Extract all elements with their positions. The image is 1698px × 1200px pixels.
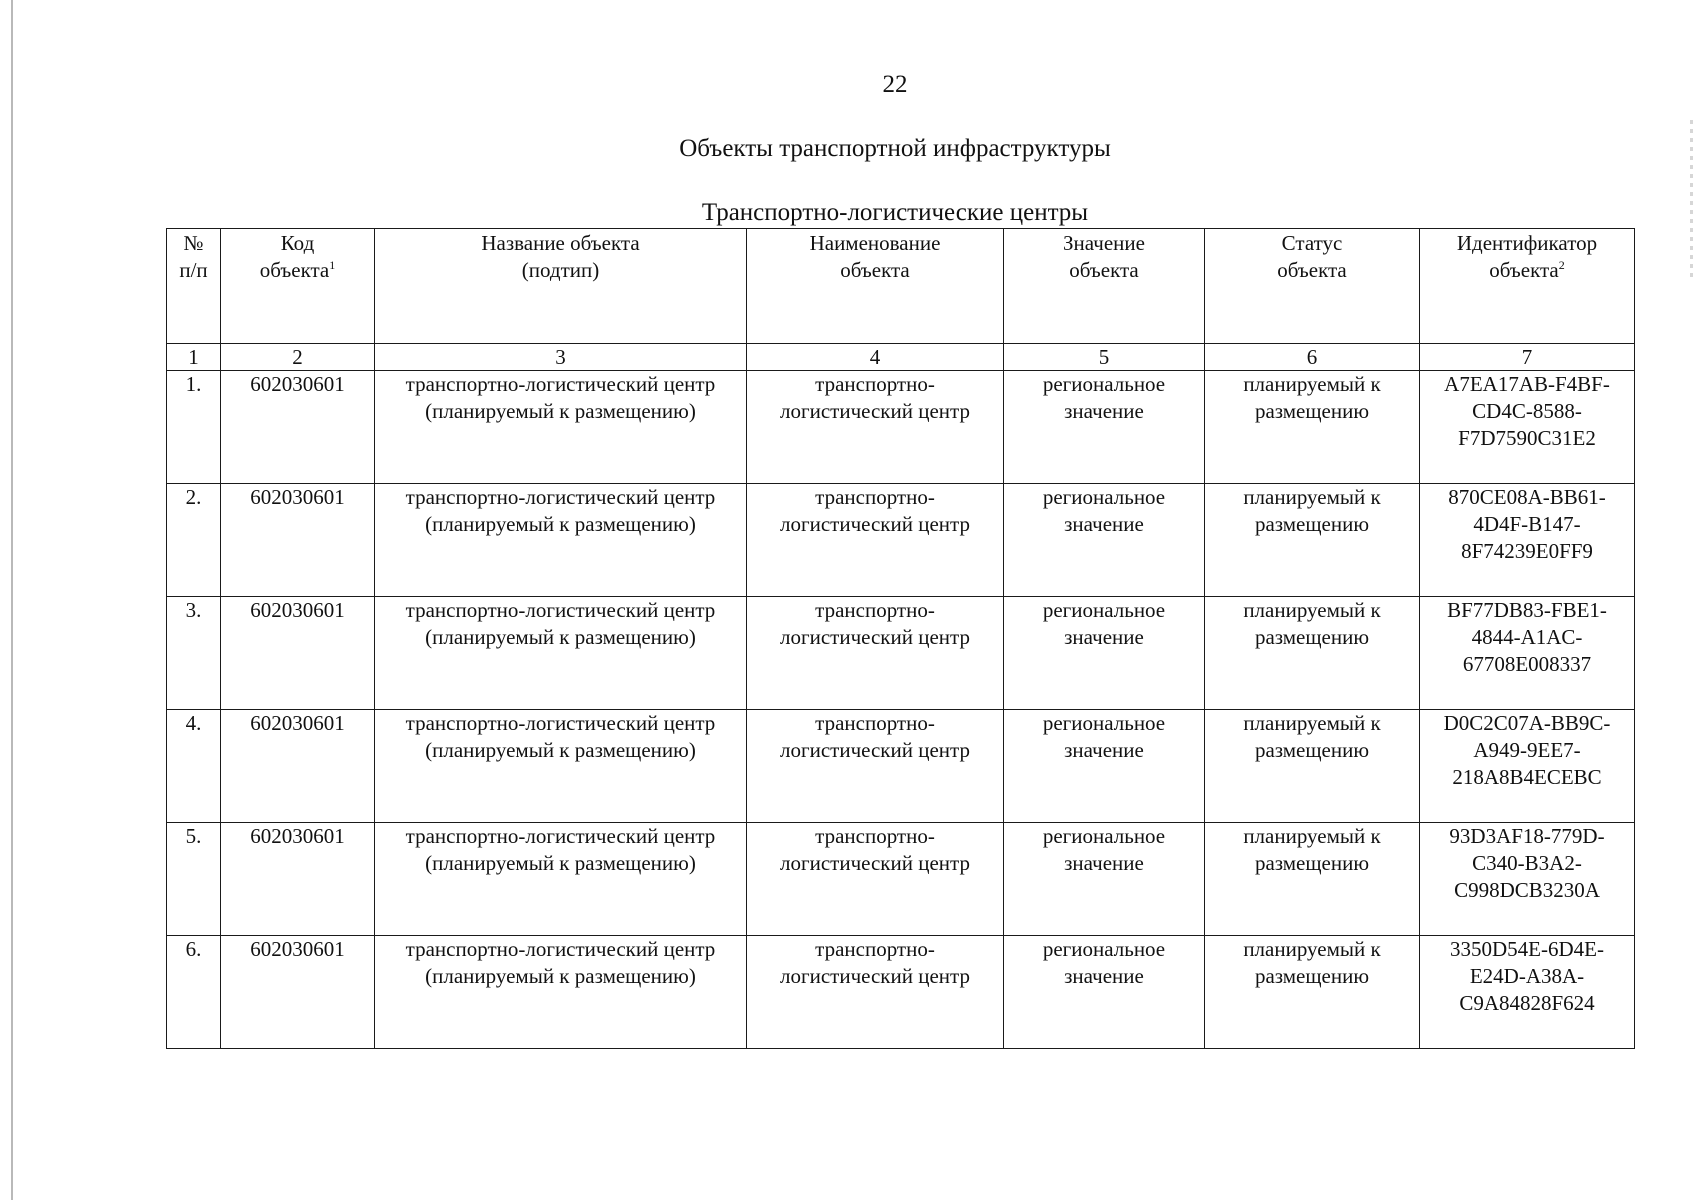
- column-header-label: Статус объекта: [1277, 231, 1347, 282]
- column-header-label: Значение объекта: [1063, 231, 1145, 282]
- cell-name: транспортно-логистический центр (планируемый к размещению): [375, 823, 747, 936]
- cell-significance: региональное значение: [1004, 823, 1205, 936]
- cell-identifier: BF77DB83-FBE1- 4844-A1AC- 67708E008337: [1420, 597, 1635, 710]
- cell-number: 4.: [167, 710, 221, 823]
- column-header-label: № п/п: [179, 231, 208, 282]
- column-header-code: [221, 229, 375, 344]
- cell-title: транспортно- логистический центр: [747, 936, 1004, 1049]
- cell-number: 5.: [167, 823, 221, 936]
- cell-title: транспортно- логистический центр: [747, 597, 1004, 710]
- cell-code: 602030601: [221, 710, 375, 823]
- table-row: [167, 823, 1635, 936]
- cell-number: 2.: [167, 484, 221, 597]
- column-number: 3: [375, 344, 747, 371]
- cell-identifier: 870CE08A-BB61- 4D4F-B147- 8F74239E0FF9: [1420, 484, 1635, 597]
- cell-status: планируемый к размещению: [1205, 936, 1420, 1049]
- column-header-status: [1205, 229, 1420, 344]
- footnote-marker: 2: [1558, 258, 1565, 272]
- column-header-significance: [1004, 229, 1205, 344]
- cell-number: 3.: [167, 597, 221, 710]
- column-header-name: [375, 229, 747, 344]
- cell-title: транспортно- логистический центр: [747, 823, 1004, 936]
- cell-name: транспортно-логистический центр (планируемый к размещению): [375, 597, 747, 710]
- cell-title: транспортно- логистический центр: [747, 710, 1004, 823]
- column-number: 1: [167, 344, 221, 371]
- table-row: [167, 936, 1635, 1049]
- cell-code: 602030601: [221, 823, 375, 936]
- cell-number: 1.: [167, 371, 221, 484]
- table-row: [167, 597, 1635, 710]
- cell-code: 602030601: [221, 936, 375, 1049]
- cell-name: транспортно-логистический центр (планируемый к размещению): [375, 371, 747, 484]
- cell-title: транспортно- логистический центр: [747, 484, 1004, 597]
- cell-significance: региональное значение: [1004, 484, 1205, 597]
- cell-status: планируемый к размещению: [1205, 597, 1420, 710]
- cell-identifier: A7EA17AB-F4BF- CD4C-8588- F7D7590C31E2: [1420, 371, 1635, 484]
- footnote-marker: 1: [329, 258, 336, 272]
- cell-status: планируемый к размещению: [1205, 823, 1420, 936]
- cell-significance: региональное значение: [1004, 597, 1205, 710]
- cell-identifier: 3350D54E-6D4E- E24D-A38A- C9A84828F624: [1420, 936, 1635, 1049]
- column-number: 4: [747, 344, 1004, 371]
- column-header-label: Название объекта (подтип): [481, 231, 640, 282]
- cell-significance: региональное значение: [1004, 710, 1205, 823]
- column-header-label: Код объекта: [259, 231, 330, 282]
- column-number-row: [167, 344, 1635, 371]
- cell-title: транспортно- логистический центр: [747, 371, 1004, 484]
- cell-name: транспортно-логистический центр (планируемый к размещению): [375, 710, 747, 823]
- table-caption: Транспортно-логистические центры: [701, 199, 1089, 226]
- cell-code: 602030601: [221, 371, 375, 484]
- objects-table: [166, 228, 1635, 1049]
- cell-status: планируемый к размещению: [1205, 484, 1420, 597]
- scan-edge-line: [11, 0, 13, 1200]
- column-header-title: [747, 229, 1004, 344]
- cell-code: 602030601: [221, 484, 375, 597]
- page-number: 22: [882, 71, 908, 98]
- column-header-number: [167, 229, 221, 344]
- cell-code: 602030601: [221, 597, 375, 710]
- cell-status: планируемый к размещению: [1205, 710, 1420, 823]
- column-header-label: Наименование объекта: [809, 231, 941, 282]
- document-title: Объекты транспортной инфраструктуры: [679, 135, 1111, 162]
- cell-name: транспортно-логистический центр (планируемый к размещению): [375, 936, 747, 1049]
- table-row: [167, 710, 1635, 823]
- cell-name: транспортно-логистический центр (планируемый к размещению): [375, 484, 747, 597]
- table-row: [167, 484, 1635, 597]
- column-number: 2: [221, 344, 375, 371]
- cell-significance: региональное значение: [1004, 371, 1205, 484]
- column-number: 7: [1420, 344, 1635, 371]
- column-header-label: Идентификатор объекта: [1456, 231, 1598, 282]
- column-header-identifier: [1420, 229, 1635, 344]
- table-header-row: [167, 229, 1635, 344]
- cell-significance: региональное значение: [1004, 936, 1205, 1049]
- cell-number: 6.: [167, 936, 221, 1049]
- cell-identifier: 93D3AF18-779D- C340-B3A2- C998DCB3230A: [1420, 823, 1635, 936]
- cell-status: планируемый к размещению: [1205, 371, 1420, 484]
- table-row: [167, 371, 1635, 484]
- column-number: 5: [1004, 344, 1205, 371]
- cell-identifier: D0C2C07A-BB9C- A949-9EE7- 218A8B4ECEBC: [1420, 710, 1635, 823]
- column-number: 6: [1205, 344, 1420, 371]
